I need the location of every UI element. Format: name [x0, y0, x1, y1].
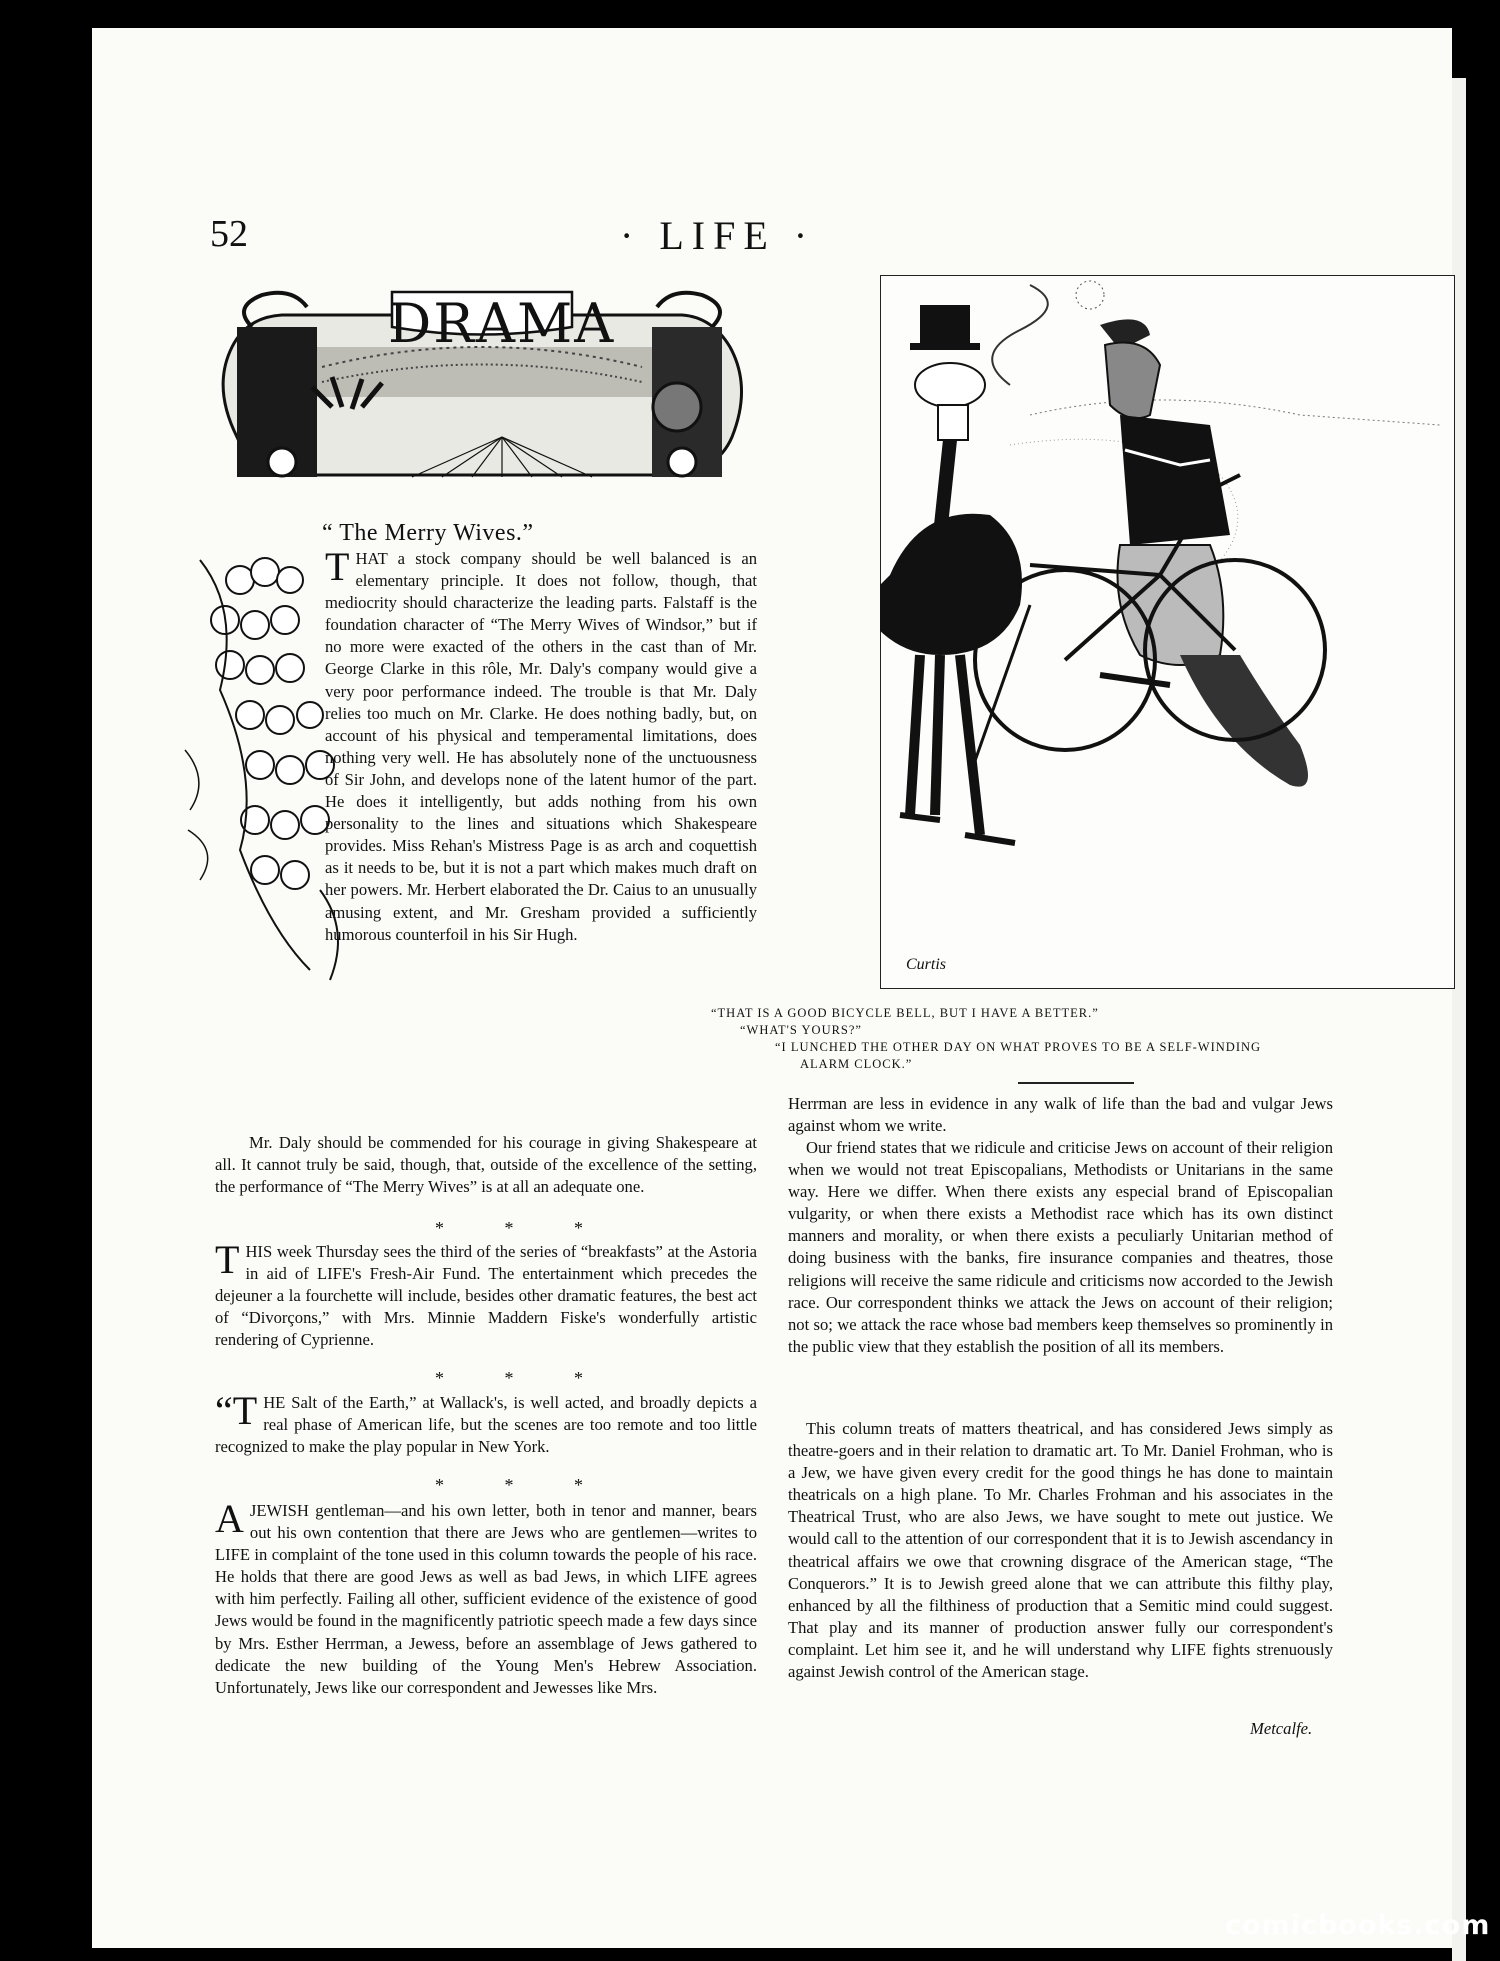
artist-signature: Curtis — [906, 956, 947, 973]
cartoon-caption-line-4: ALARM CLOCK.” — [800, 1057, 913, 1071]
paragraph-merry-wives-2: Mr. Daly should be commended for his courage in giving Shakespeare at all. It cannot truly be said, though, that, outside of the excellence of the setting, the performance of “The Merry Wives” is at all an adequate one. — [215, 1133, 757, 1197]
author-signature: Metcalfe. — [1250, 1719, 1313, 1738]
page-number: 52 — [210, 213, 248, 255]
paragraph-merry-wives-1: THAT a stock company should be well balanced is an elementary principle. It does not follow, though, that mediocrity should characterize the leading parts. Falstaff is the foundation character of “The Merry Wives of Windsor,” but if no more were exacted of the others in the cast than of Mr. George Clarke in this rôle, Mr. Daly's company would give a very poor performance indeed. The trouble is that Mr. Daly relies too much on Mr. Clarke. He does nothing badly, but, on account of his physical and temperamental limitations, does nothing very well. He has absolutely none of the unctuousness of Sir John, and develops none of the latent humor of the part. He does it intelligently, but adds nothing from his own personality to the lines and situations which Shakespeare provides. Miss Rehan's Mistress Page is as arch and coquettish as it needs to be, but it is not a part which makes much draft on her powers. Mr. Herbert elaborated the Dr. Caius to an unusually amusing extent, and Mr. Gresham provided a sufficiently humorous counterfoil in his Sir Hugh. — [325, 544, 757, 944]
drama-banner-title: DRAMA — [388, 292, 616, 355]
paragraph-jewish-gentleman: AJEWISH gentleman—and his own letter, both in tenor and manner, bears out his own contention that there are Jews who are gentlemen—writes to LIFE in complaint of the tone used in this column towards the people of his race. He holds that there are good Jews as well as bad Jews, in which LIFE agrees with him perfectly. Failing all other, sufficient evidence of the existence of good Jews would be found in the magnificently patriotic speech made a few days since by Mrs. Esther Herrman, a Jewess, before an assemblage of Jews gathered to dedicate the new building of the Young Men's Hebrew Association. Unfortunately, Jews like our correspondent and Jewesses like Mrs. — [215, 1496, 757, 1697]
section-separator: * * * — [435, 1218, 611, 1238]
ostrich-and-cyclist-cartoon — [880, 275, 1455, 989]
paragraph-theatrical-matters: This column treats of matters theatrical, and has considered Jews simply as theatre-goers and in their relation to dramatic art. To Mr. Daniel Frohman, who is a Jew, we have given every credit for the good things he has done to maintain theatricals on a high plane. To Mr. Charles Frohman and his associates in the Theatrical Trust, who are also Jews, we have sought to mete out justice. We would call to the attention of our correspondent that it is to Jewish ascendancy in theatrical affairs we owe that crowning disgrace of the American stage, “The Conquerors.” It is to Jewish greed alone that we can attribute this filthy play, enhanced by all the filthiness of production that a Semitic mind could suggest. That play and its manner of production answer fully our correspondent's complaint. Let him see it, and he will understand why LIFE fights strenuously against Jewish control of the American stage. — [788, 1419, 1333, 1682]
article-title: “ The Merry Wives.” — [322, 520, 534, 546]
section-separator-3: * * * — [435, 1475, 611, 1495]
paragraph-breakfasts: THIS week Thursday sees the third of the series of “breakfasts” at the Astoria in aid of LIFE's Fresh-Air Fund. The entertainment which precedes the dejeuner a la fourchette will include, besides other dramatic features, the best act of “Divorçons,” with Mrs. Minnie Maddern Fiske's wonderfully artistic rendering of Cyprienne. — [215, 1237, 757, 1350]
cartoon-caption-line-1: “THAT IS A GOOD BICYCLE BELL, BUT I HAVE A BETTER.” — [711, 1006, 1099, 1020]
paragraph-our-friend: Our friend states that we ridicule and criticise Jews on account of their religion when we would not treat Episcopalians, Methodists or Unitarians in the same way. Here we differ. When there exists any especial brand of Episcopalian vulgarity, or when there exists a Methodist race which has its own distinct manners and morality, or when there exists a peculiarly Unitarian method of doing business with the banks, fire insurance companies and theatres, those religions will receive the same ridicule and criticisms now accorded to the Jewish race. Our correspondent thinks we attack the Jews on account of their religion; not so; we attack the race whose bad members keep themselves so prominently in the public view that they establish the position of all its members. — [788, 1138, 1333, 1356]
paragraph-salt-of-the-earth: “THE Salt of the Earth,” at Wallack's, is well acted, and broadly depicts a real phase of American life, but the scenes are too remote and too little recognized to make the play popular in New York. — [215, 1388, 757, 1457]
cartoon-caption-line-2: “WHAT'S YOURS?” — [740, 1023, 862, 1037]
paragraph-herrman-continued: Herrman are less in evidence in any walk of life than the bad and vulgar Jews against whom we write. — [788, 1094, 1333, 1136]
watermark: comicbooks.com — [1225, 1910, 1491, 1941]
caption-divider — [1018, 1082, 1134, 1084]
drop-cap-a: A — [215, 1496, 244, 1541]
drop-cap-quote-t: “T — [215, 1388, 258, 1433]
drop-cap-t2: T — [215, 1237, 240, 1282]
cartoon-caption-line-3: “I LUNCHED THE OTHER DAY ON WHAT PROVES TO BE A SELF-WINDING — [775, 1040, 1262, 1054]
drop-cap-t: T — [325, 544, 350, 589]
masthead-title: · LIFE · — [620, 213, 816, 258]
section-separator-2: * * * — [435, 1368, 611, 1388]
